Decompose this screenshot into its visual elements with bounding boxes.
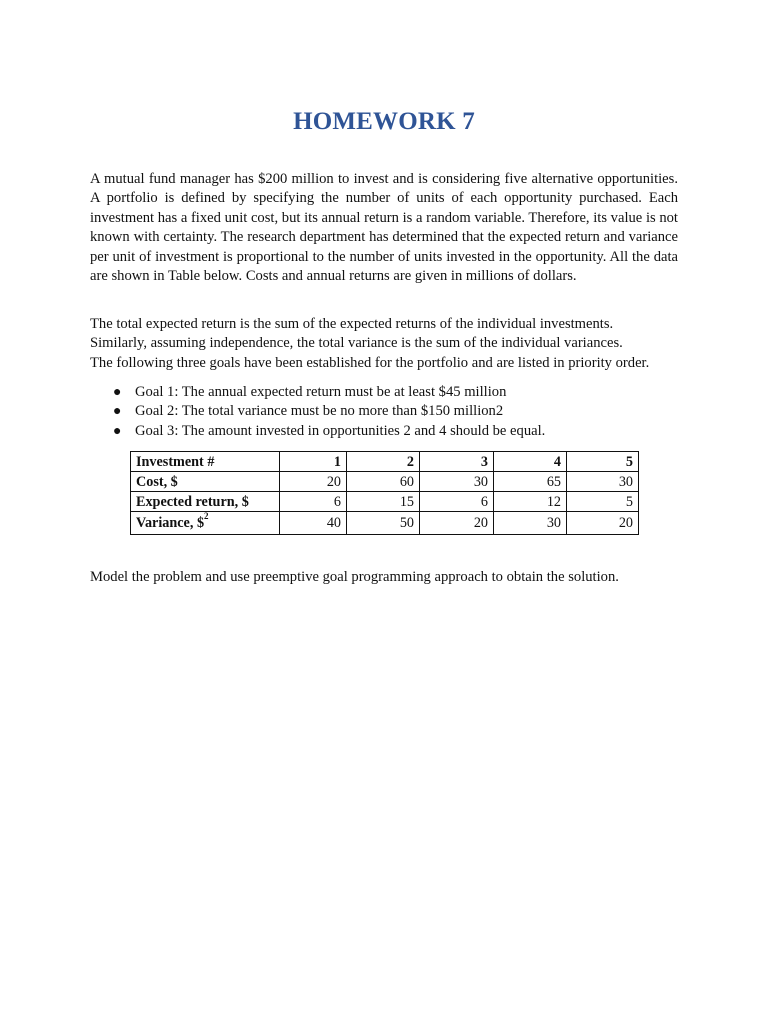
table-cell: 20	[567, 512, 639, 535]
paragraph-line: The following three goals have been established for the portfolio and are listed in priority order.	[90, 354, 650, 371]
table-header-cell: 1	[280, 452, 347, 472]
expected-return-paragraph	[90, 315, 678, 373]
table-cell: 6	[420, 492, 494, 512]
goals-list	[90, 383, 678, 441]
row-label	[131, 512, 280, 535]
row-label-text: Variance, $	[136, 515, 205, 531]
table-row-variance	[131, 512, 639, 535]
table-cell: 65	[494, 472, 567, 492]
table-row-expected-return	[131, 492, 639, 512]
table-cell: 30	[567, 472, 639, 492]
table-header-cell: 2	[347, 452, 420, 472]
row-label: Expected return, $	[131, 492, 280, 512]
table-cell: 6	[280, 492, 347, 512]
table-header-cell: 4	[494, 452, 567, 472]
goal-text: Goal 1: The annual expected return must be at least $45 million	[135, 384, 507, 400]
table-cell: 40	[280, 512, 347, 535]
table-cell: 20	[280, 472, 347, 492]
goal-item-2	[90, 402, 678, 421]
superscript: 2	[204, 511, 209, 521]
table-cell: 30	[420, 472, 494, 492]
table-cell: 12	[494, 492, 567, 512]
goal-text: Goal 3: The amount invested in opportunities 2 and 4 should be equal.	[135, 422, 546, 439]
intro-paragraph: A mutual fund manager has $200 million to invest and is considering five alternative opportunities. A portfolio is defined by specifying the number of units of each opportunity purchased. Each investment has a fixed unit cost, but its annual return is a random variable. Therefore, its value is not known with certainty. The research department has determined that the expected return and variance per unit of investment is proportional to the number of units invested in the opportunity. All the data are shown in Table below. Costs and annual returns are given in millions of dollars.	[90, 171, 678, 285]
table-header-cell: 5	[567, 452, 639, 472]
table-cell: 60	[347, 472, 420, 492]
table-header-cell: 3	[420, 452, 494, 472]
instruction-paragraph: Model the problem and use preemptive goal programming approach to obtain the solution.	[90, 569, 619, 585]
table-cell: 30	[494, 512, 567, 535]
table-cell: 15	[347, 492, 420, 512]
table-cell: 50	[347, 512, 420, 535]
bullet-icon: ●	[113, 423, 122, 439]
table-cell: 5	[567, 492, 639, 512]
table-row-cost	[131, 472, 639, 492]
document-title: HOMEWORK 7	[293, 108, 475, 135]
goal-item-3	[90, 422, 678, 441]
table-header-label: Investment #	[131, 452, 280, 472]
goal-text: Goal 2: The total variance must be no more than $150 million2	[135, 403, 504, 420]
investment-table	[130, 451, 639, 535]
goal-item-1	[90, 383, 678, 402]
table-header-row	[131, 452, 639, 472]
paragraph-line: Similarly, assuming independence, the total variance is the sum of the individual variances.	[90, 335, 623, 352]
bullet-icon: ●	[113, 404, 122, 420]
bullet-icon: ●	[113, 385, 122, 400]
row-label: Cost, $	[131, 472, 280, 492]
table-cell: 20	[420, 512, 494, 535]
paragraph-line: The total expected return is the sum of the expected returns of the individual investments.	[90, 316, 614, 332]
